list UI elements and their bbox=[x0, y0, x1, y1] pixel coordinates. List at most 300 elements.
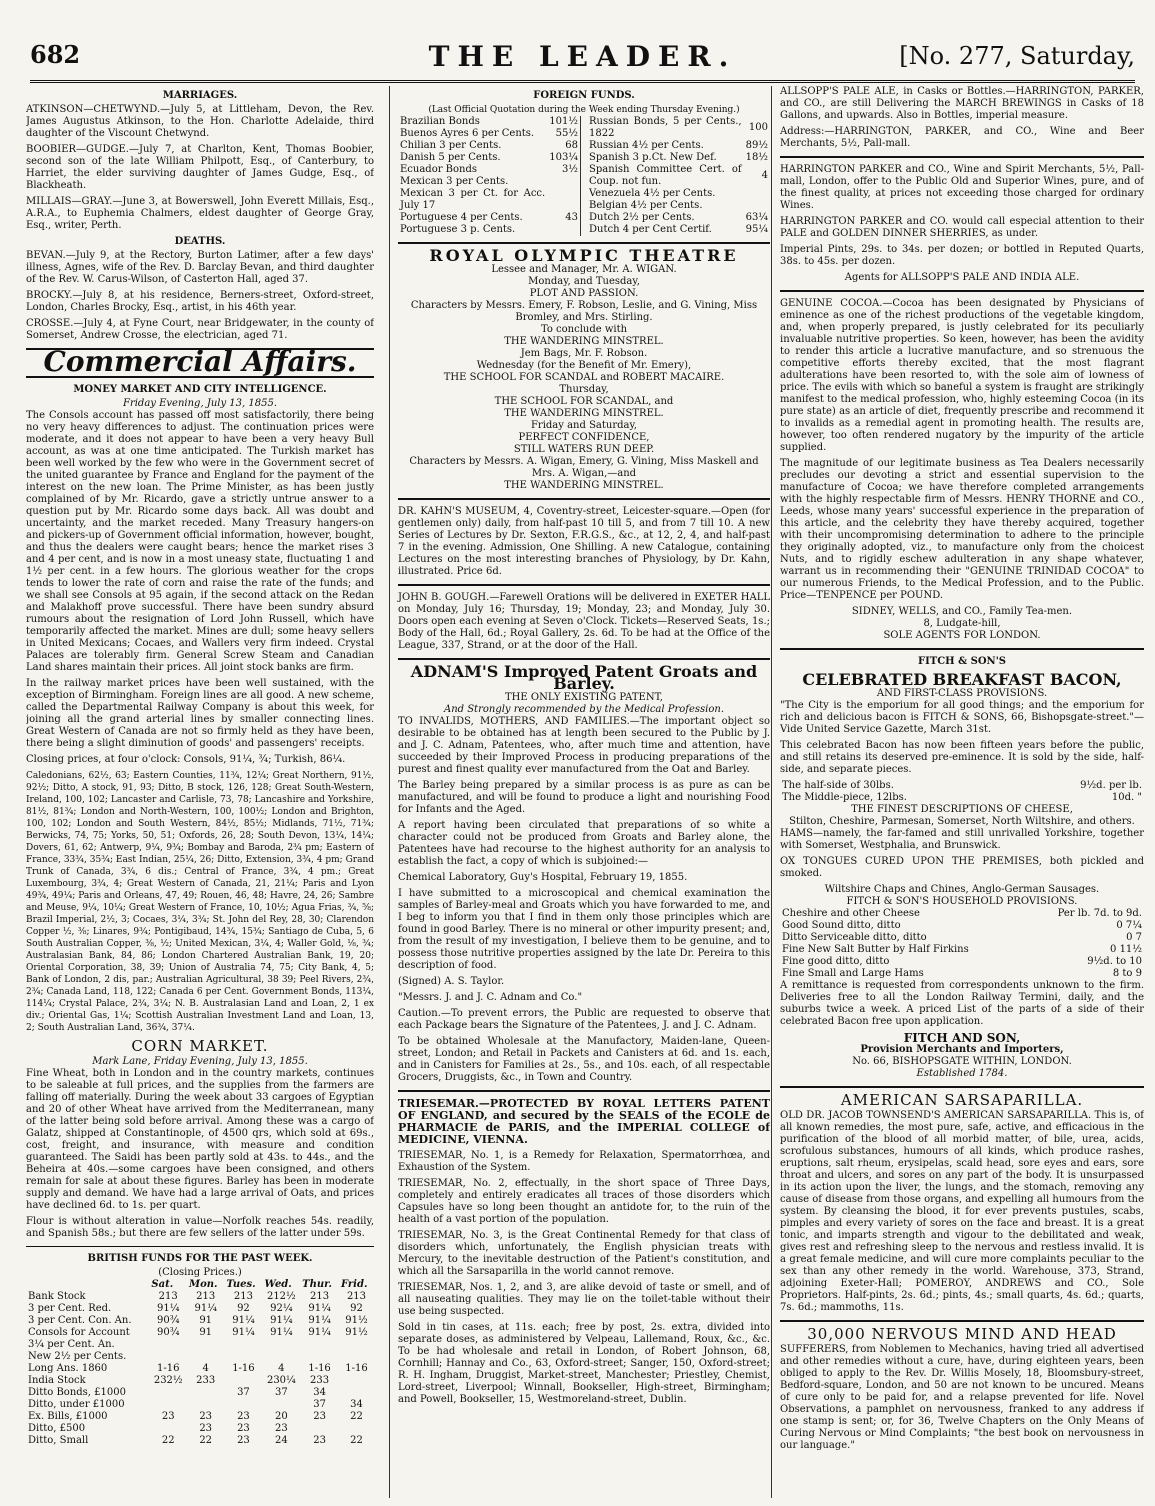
fitch-paragraph: "The City is the emporium for all good things; and the emporium for rich and delicious bacon is FITCH & SONS, 66, Bishopsgate-street."—Vide United Service Gazette, March 31st. bbox=[780, 700, 1144, 735]
funds-label: Ditto, Small bbox=[28, 1435, 89, 1446]
fund-name: Ecuador Bonds bbox=[400, 164, 478, 175]
bacon-row bbox=[780, 780, 1144, 792]
fund-name: Spanish 3 p.Ct. New Def. bbox=[589, 152, 717, 163]
funds-column-header: Mon. bbox=[189, 1279, 218, 1290]
funds-cell bbox=[149, 1339, 187, 1351]
masthead bbox=[30, 40, 1135, 83]
funds-cell bbox=[187, 1387, 224, 1399]
fund-name: Fine good ditto, ditto bbox=[782, 956, 890, 967]
provision-row bbox=[780, 908, 1144, 920]
harrington-prices: Imperial Pints, 29s. to 34s. per dozen; or bottled in Reputed Quarts, 38s. to 45s. per dozen. bbox=[780, 244, 1144, 267]
funds-cell: 233 bbox=[310, 1375, 330, 1386]
foreign-fund-row bbox=[398, 176, 581, 188]
olympic-lessee: Lessee and Manager, Mr. A. WIGAN. bbox=[491, 264, 677, 275]
programme-line: Wednesday (for the Benefit of Mr. Emery), bbox=[476, 360, 692, 371]
funds-cell: 22 bbox=[199, 1435, 213, 1446]
funds-cell: 1-16 bbox=[156, 1363, 180, 1374]
corn-paragraph: Fine Wheat, both in London and in the country markets, continues to be saleable at full prices, and the supplies from the farmers are falling off materially. During the week about 33 cargoes of Egyptian and 20 of other Wheat have arrived from the Mediterranean, many of the latter being sold before arrival. Among these was a cargo of Galatz, shipped at Constantinople, of 4500 qrs, which sold at 69s., cost, freight, and insurance, with measure and condition guaranteed. The Saidi has been partly sold at 43s. to 44s., and the Beheira at 40s.—some cargoes have been consigned, and others remain for sale at about these figures. Barley has been in moderate supply and demand. We have had a large arrival of Oats, and prices have declined 6d. to 1s. per quart. bbox=[26, 1068, 374, 1211]
fund-name: Buenos Ayres 6 per Cents. bbox=[400, 128, 535, 139]
fund-name: Russian 4½ per Cents. bbox=[589, 140, 704, 151]
marriage-notice: ATKINSON—CHETWYND.—July 5, at Littleham, Devon, the Rev. James Augustus Atkinson, to the Hon. Charlotte Adelaide, third daughter of the Viscount Chetwynd. bbox=[26, 104, 374, 139]
money-paragraph: The Consols account has passed off most satisfactorily, there being no very heavy differences to adjust. The continuation prices were moderate, and it does not appear to have been a very heavy Bull account, as was at one time anticipated. The Turkish market has been well worked by the few who were in the Government secret of the united guarantee by France and England for the payment of the interest on the new loan. The Prime Minister, as has been justly complained of by Mr. Ricardo, gave a strictly untrue answer to a question put by Mr. Ricardo some days back. All was doubt and uncertainty, and the market receded. Many Treasury hangers-on and pickers-up of Government official information, however, bought, and thus the dealers were caught bears; hence the market rises 3 and 4 per cent, and is now in a most uneasy state, fluctuating 1 and 1½ per cent. in a few hours. The glorious weather for the crops tends to lower the rate of corn and raise the rate of the funds; and we shall see Consols at 95 again, if the second attack on the Redan and Malakhoff prove successful. There have been sundry absurd rumours about the resignation of Lord John Russell, which have temporarily affected the market. Mines are dull; some heavy sellers in United Mexicans; Cocaes, and Wallers very firm indeed. Crystal Palaces are tolerably firm. General Screw Steam and Canadian Land shares maintain their prices. All joint stock banks are firm. bbox=[26, 410, 374, 673]
funds-label: 3 per Cent. Con. An. bbox=[28, 1315, 132, 1326]
fund-name: Fine Small and Large Hams bbox=[782, 968, 924, 979]
funds-cell: 91¼ bbox=[194, 1303, 217, 1314]
funds-label: Ditto, £500 bbox=[28, 1423, 86, 1434]
fund-price: Per lb. 7d. to 9d. bbox=[1057, 908, 1142, 919]
provisions-price-table bbox=[780, 908, 1144, 980]
foreign-fund-row bbox=[398, 224, 581, 236]
fund-price: 100 bbox=[748, 122, 768, 133]
programme-line: Characters by Messrs. A. Wigan, Emery, G. Vining, Miss Maskell and Mrs. A. Wigan,—and bbox=[409, 456, 759, 479]
funds-row bbox=[26, 1375, 374, 1387]
funds-label: 3¼ per Cent. An. bbox=[28, 1339, 115, 1350]
column-1 bbox=[26, 86, 374, 1498]
foreign-funds-subheading: (Last Official Quotation during the Week ending Thursday Evening.) bbox=[428, 105, 740, 115]
sarsaparilla-ad: OLD DR. JACOB TOWNSEND'S AMERICAN SARSAPARILLA. This is, of all known remedies, the most pure, safe, active, and efficacious in the purification of the blood of all morbid matter, of bile, urea, acids, scrofulous substances, humours of all kinds, which produce rashes, eruptions, salt rheum, erysipelas, scald head, sore eyes and ears, sore throat and ulcers, and sores on any part of the body. It is unsurpassed in its action upon the liver, the lungs, and the stomach, removing any cause of disease from those organs, and expelling all humours from the system. By cleansing the blood, it for ever prevents pustules, scabs, pimples and every variety of sores on the face and breast. It is a great tonic, and imparts strength and vigour to the debilitated and weak, gives rest and refreshing sleep to the nervous and restless invalid. It is a great female medicine, and will cure more complaints peculiar to the sex than any other remedy in the world. Warehouse, 373, Strand, adjoining Exeter-Hall; POMEROY, ANDREWS and CO., Sole Proprietors. Half-pints, 2s. 6d.; pints, 4s.; small quarts, 4s. 6d.; quarts, 7s. 6d.; mammoths, 11s. bbox=[780, 1110, 1144, 1313]
fitch-established: Established 1784. bbox=[916, 1068, 1008, 1079]
adnam-paragraph: I have submitted to a microscopical and chemical examination the samples of Barley-meal and Groats which you have forwarded to me, and I beg to inform you that I find in them only those principles which are found in good Barley. There is no mineral or other impurity present; and, from the result of my investigation, I believe them to be genuine, and to possess those nutritive properties assigned by the late Dr. Pereira to this description of food. bbox=[398, 888, 770, 971]
adnam-paragraph: Caution.—To prevent errors, the Public are requested to observe that each Package bears the Signature of the Patentees, J. and J. C. Adnam. bbox=[398, 1008, 770, 1031]
fitch-wiltshire: Wiltshire Chaps and Chines, Anglo-German Sausages. bbox=[824, 884, 1100, 895]
funds-cell: 213 bbox=[233, 1291, 253, 1302]
olympic-programme bbox=[398, 276, 770, 492]
bacon-price-table bbox=[780, 780, 1144, 804]
foreign-fund-row bbox=[587, 200, 770, 212]
funds-row bbox=[26, 1351, 374, 1363]
funds-row bbox=[26, 1435, 374, 1447]
triesemar-paragraph: TRIESEMAR, No. 3, is the Great Continental Remedy for that class of disorders which, unfortunately, the English physician treats with Mercury, to the inevitable destruction of the Patient's constitution, and which all the Sarsaparilla in the world cannot remove. bbox=[398, 1230, 770, 1277]
cocoa-merchant: SIDNEY, WELLS, and CO., Family Tea-men. bbox=[851, 606, 1073, 617]
fitch-name: FITCH AND SON, bbox=[903, 1031, 1021, 1045]
death-notice: BEVAN.—July 9, at the Rectory, Burton Latimer, after a few days' illness, Agnes, wife of the Rev. D. Barclay Bevan, and third daughter of the Rev. W. Carus-Wilson, of Casterton Hall, aged 37. bbox=[26, 250, 374, 285]
funds-label: Bank Stock bbox=[28, 1291, 86, 1302]
funds-cell bbox=[149, 1423, 187, 1435]
fitch-paragraph: This celebrated Bacon has now been fifteen years before the public, and still retains its deserved pre-eminence. It is sold by the side, half-side, and separate pieces. bbox=[780, 740, 1144, 775]
fund-price: 95¼ bbox=[745, 224, 768, 235]
funds-cell: 23 bbox=[274, 1423, 288, 1434]
allsopp-address: Address:—HARRINGTON, PARKER, and CO., Wine and Beer Merchants, 5½, Pall-mall. bbox=[780, 126, 1144, 149]
fitch-household-heading: FITCH & SON'S HOUSEHOLD PROVISIONS. bbox=[846, 896, 1078, 907]
funds-cell bbox=[149, 1387, 187, 1399]
foreign-fund-row bbox=[587, 188, 770, 200]
triesemar-paragraph: TRIESEMAR, No. 2, effectually, in the short space of Three Days, completely and entirely eradicates all traces of those disorders which Capsules have so long been thought an antidote for, to the ruin of the health of a vast portion of the population. bbox=[398, 1178, 770, 1225]
funds-cell bbox=[187, 1351, 224, 1363]
funds-cell: 233 bbox=[196, 1375, 216, 1386]
funds-cell bbox=[224, 1375, 262, 1387]
fitch-ox-tongues: OX TONGUES CURED UPON THE PREMISES, both pickled and smoked. bbox=[780, 856, 1144, 879]
adnam-paragraph: The Barley being prepared by a similar process is as pure as can be manufactured, and will be found to produce a light and nourishing Food for Infants and the Aged. bbox=[398, 780, 770, 815]
funds-cell: 23 bbox=[199, 1411, 213, 1422]
corn-market-date: Mark Lane, Friday Evening, July 13, 1855. bbox=[92, 1056, 308, 1067]
foreign-fund-row bbox=[587, 116, 770, 140]
fund-name: Dutch 2½ per Cents. bbox=[589, 212, 695, 223]
divider bbox=[780, 1086, 1144, 1088]
divider bbox=[780, 156, 1144, 158]
provision-row bbox=[780, 956, 1144, 968]
funds-label: India Stock bbox=[28, 1375, 86, 1386]
adnam-subtitle: THE ONLY EXISTING PATENT, bbox=[505, 692, 663, 703]
divider bbox=[780, 1320, 1144, 1322]
fitch-remittance: A remittance is requested from correspondents unknown to the firm. Deliveries free to all the London Railway Termini, daily, and the suburbs twice a week. A priced List of the parts of a side of their celebrated Bacon free upon application. bbox=[780, 980, 1144, 1027]
fund-name: Ditto Serviceable ditto, ditto bbox=[782, 932, 927, 943]
foreign-fund-row bbox=[398, 212, 581, 224]
fund-price: 9½d. to 10 bbox=[1087, 956, 1142, 967]
foreign-fund-row bbox=[587, 140, 770, 152]
issue-line: [No. 277, Saturday, bbox=[899, 42, 1135, 70]
funds-label: 3 per Cent. Red. bbox=[28, 1303, 112, 1314]
funds-cell: 37 bbox=[237, 1387, 250, 1398]
foreign-fund-row bbox=[587, 152, 770, 164]
adnam-paragraph: To be obtained Wholesale at the Manufactory, Maiden-lane, Queen-street, London; and Retail in Packets and Canisters at 6d. and 1s. each, and in Canisters for Families at 2s., 5s., and 10s. each, of all respectable Grocers, Druggists, &c., in Town and Country. bbox=[398, 1036, 770, 1083]
harrington-agents: Agents for ALLSOPP'S PALE AND INDIA ALE. bbox=[844, 272, 1080, 283]
column-3 bbox=[771, 86, 1144, 1498]
divider bbox=[398, 584, 770, 586]
foreign-fund-row bbox=[398, 188, 581, 212]
fitch-cheese-heading: THE FINEST DESCRIPTIONS OF CHEESE, bbox=[851, 804, 1073, 815]
fund-name: Cheshire and other Cheese bbox=[782, 908, 920, 919]
fund-name: Venezuela 4½ per Cents. bbox=[589, 188, 716, 199]
divider bbox=[398, 498, 770, 500]
funds-cell bbox=[187, 1399, 224, 1411]
funds-cell bbox=[149, 1399, 187, 1411]
divider bbox=[26, 1246, 374, 1247]
fund-price: 68 bbox=[565, 140, 578, 151]
foreign-fund-row bbox=[398, 152, 581, 164]
provision-row bbox=[780, 932, 1144, 944]
corn-market-heading: CORN MARKET. bbox=[131, 1037, 269, 1055]
adnam-recommendation: And Strongly recommended by the Medical Profession. bbox=[443, 704, 725, 715]
funds-cell bbox=[339, 1387, 374, 1399]
programme-line: Characters by Messrs. Emery, F. Robson, Leslie, and G. Vining, Miss Bromley, and Mrs. Stirling. bbox=[410, 300, 758, 323]
fund-price: 3½ bbox=[561, 164, 578, 175]
adnam-paragraph: Chemical Laboratory, Guy's Hospital, February 19, 1855. bbox=[398, 872, 688, 883]
triesemar-paragraph: TRIESEMAR, Nos. 1, 2, and 3, are alike devoid of taste or smell, and of all nauseating qualities. They may lie on the toilet-table without their use being suspected. bbox=[398, 1282, 770, 1317]
adnam-paragraph: (Signed) A. S. Taylor. bbox=[398, 976, 505, 987]
funds-cell: 92 bbox=[350, 1303, 363, 1314]
foreign-fund-row bbox=[587, 224, 770, 236]
funds-cell: 91 bbox=[199, 1315, 213, 1326]
triesemar-body bbox=[398, 1150, 770, 1406]
funds-cell bbox=[339, 1339, 374, 1351]
funds-cell: 23 bbox=[313, 1411, 326, 1422]
triesemar-title: TRIESEMAR.—PROTECTED BY ROYAL LETTERS PATENT OF ENGLAND, and secured by the SEALS of the ECOLE de PHARMACIE de PARIS, and the IMPERIAL COLLEGE of MEDICINE, VIENNA. bbox=[398, 1097, 770, 1146]
fund-name: The half-side of 30lbs. bbox=[782, 780, 894, 791]
funds-cell: 4 bbox=[278, 1363, 285, 1374]
funds-cell: 92¼ bbox=[270, 1303, 293, 1314]
divider bbox=[398, 242, 770, 244]
funds-cell: 23 bbox=[161, 1411, 175, 1422]
section-title: Commercial Affairs. bbox=[43, 345, 357, 378]
triesemar-paragraph: Sold in tin cases, at 11s. each; free by post, 2s. extra, divided into separate doses, as administered by Velpeau, Lallemand, Roux, &c., &c. To be had wholesale and retail in London, of Robert Johnson, 68, Cornhill; Hannay and Co., 63, Oxford-street; Sanger, 150, Oxford-street; R. H. Ingham, Druggist, Market-street, Manchester; Priestley, Chemist, Lord-street, Liverpool; Winnall, Bookseller, High-street, Birmingham; and Powell, Bookseller, 15, Westmoreland-street, Dublin. bbox=[398, 1322, 770, 1405]
marriage-notice: MILLAIS—GRAY.—June 3, at Bowerswell, John Everett Millais, Esq., A.R.A., to Euphemia Chalmers, eldest daughter of George Gray, Esq., writer, Perth. bbox=[26, 196, 374, 231]
funds-cell: 90¾ bbox=[157, 1315, 180, 1326]
funds-cell: 23 bbox=[237, 1435, 250, 1446]
fund-price: 0 7 bbox=[1126, 932, 1142, 943]
funds-cell: 37 bbox=[313, 1399, 326, 1410]
foreign-funds-left bbox=[398, 116, 581, 236]
fitch-role: Provision Merchants and Importers, bbox=[860, 1044, 1064, 1055]
funds-cell: 37 bbox=[274, 1387, 288, 1398]
fund-name: Danish 5 per Cents. bbox=[400, 152, 501, 163]
funds-cell: 91¼ bbox=[232, 1315, 255, 1326]
programme-line: THE WANDERING MINSTREL. bbox=[504, 480, 664, 491]
funds-cell bbox=[224, 1399, 262, 1411]
fund-name: Chilian 3 per Cents. bbox=[400, 140, 502, 151]
funds-cell: 91¼ bbox=[232, 1327, 255, 1338]
fund-price: 8 to 9 bbox=[1112, 968, 1142, 979]
british-funds-heading: BRITISH FUNDS FOR THE PAST WEEK. bbox=[87, 1253, 313, 1264]
foreign-fund-row bbox=[587, 212, 770, 224]
fitch-title: CELEBRATED BREAKFAST BACON, bbox=[802, 670, 1122, 689]
programme-line: To conclude with bbox=[540, 324, 628, 335]
funds-cell: 91¼ bbox=[270, 1315, 293, 1326]
death-notice: CROSSE.—July 4, at Fyne Court, near Bridgewater, in the county of Somerset, Andrew Crosse, the electrician, aged 71. bbox=[26, 318, 374, 341]
fund-name: The Middle-piece, 12lbs. bbox=[782, 792, 907, 803]
funds-cell bbox=[149, 1351, 187, 1363]
fund-price: 0 7¼ bbox=[1116, 920, 1142, 931]
funds-cell bbox=[339, 1351, 374, 1363]
fund-price bbox=[744, 188, 770, 200]
funds-column-header: Frid. bbox=[340, 1279, 368, 1290]
programme-line: THE SCHOOL FOR SCANDAL, and bbox=[494, 396, 674, 407]
programme-line: Friday and Saturday, bbox=[530, 420, 637, 431]
marriages-heading: MARRIAGES. bbox=[162, 90, 238, 101]
fund-name: Russian Bonds, 5 per Cents., 1822 bbox=[589, 116, 742, 139]
fund-name: Spanish Committee Cert. of Coup. not fun. bbox=[589, 164, 742, 187]
fund-price: 43 bbox=[565, 212, 578, 223]
funds-row bbox=[26, 1339, 374, 1351]
funds-cell: 34 bbox=[350, 1399, 363, 1410]
funds-cell: 23 bbox=[313, 1435, 326, 1446]
nervous-ad: SUFFERERS, from Noblemen to Mechanics, having tried all advertised and other remedies without a cure, have, during eighteen years, been obliged to apply to the Rev. Dr. Willis Mosely, 18, Bloomsbury-street, Bedford-square, London, and 50 are not known to be uncured. Means of cure only to be paid for, and a relapse prevented for life. Novel Observations, a pamphlet on nervousness, franked to any address if one stamp is sent; or, for 36, Twelve Chapters on the Only Means of Curing Nervous or Mind Complaints; "the best book on nervousness in our language." bbox=[780, 1344, 1144, 1451]
funds-label: Ditto, under £1000 bbox=[28, 1399, 125, 1410]
marriage-notice: BOOBIER—GUDGE.—July 7, at Charlton, Kent, Thomas Boobier, second son of the late William Philpott, Esq., of Canterbury, to Harriet, the elder surviving daughter of James Gudge, Esq., of Blackheath. bbox=[26, 144, 374, 191]
funds-column-header: Sat. bbox=[151, 1279, 174, 1290]
funds-column-header: Wed. bbox=[264, 1279, 292, 1290]
olympic-title: ROYAL OLYMPIC THEATRE bbox=[429, 246, 739, 265]
foreign-fund-row bbox=[398, 116, 581, 128]
fund-price bbox=[744, 200, 770, 212]
newspaper-title: THE LEADER. bbox=[428, 40, 737, 73]
funds-cell bbox=[263, 1399, 301, 1411]
deaths-heading: DEATHS. bbox=[174, 236, 226, 247]
foreign-fund-row bbox=[398, 164, 581, 176]
funds-cell: 91¼ bbox=[308, 1303, 331, 1314]
fitch-header: FITCH & SON'S bbox=[918, 656, 1006, 667]
adnam-paragraph: TO INVALIDS, MOTHERS, AND FAMILIES.—The important object so desirable to be obtained has at length been secured to the Public by J. and J. C. Adnam, Patentees, who, after much time and attention, have succeeded by their Improved Process in producing preparations of the purest and finest quality ever manufactured from the Oat and Barley. bbox=[398, 716, 770, 775]
funds-cell: 22 bbox=[350, 1435, 363, 1446]
funds-row bbox=[26, 1411, 374, 1423]
cocoa-ad: GENUINE COCOA.—Cocoa has been designated by Physicians of eminence as one of the richest productions of the vegetable kingdom, and, when properly prepared, is justly celebrated for its peculiarly invaluable nutritive properties. So keen, however, has been the avidity to render this article a lucrative manufacture, and so strenuous the competitive efforts thereby excited, that the most flagrant adulterations have been resorted to, with the sole aim of lowness of price. The evils with which so baneful a system is fraught are strikingly manifest to the medical profession, who, highly esteeming Cocoa (in its pure state) as an article of diet, frequently prescribe and recommend it to invalids as a remedial agent in promoting health. The results are, however, too often rendered nugatory by the impurity of the article supplied. bbox=[780, 298, 1144, 453]
programme-line: Monday, and Tuesday, bbox=[528, 276, 640, 287]
funds-row bbox=[26, 1399, 374, 1411]
funds-cell: 213 bbox=[196, 1291, 216, 1302]
adnam-paragraph: "Messrs. J. and J. C. Adnam and Co." bbox=[398, 992, 583, 1003]
funds-cell bbox=[300, 1339, 339, 1351]
fitch-subtitle: AND FIRST-CLASS PROVISIONS. bbox=[876, 688, 1048, 699]
fund-price: 55½ bbox=[555, 128, 578, 139]
fund-price: 63¼ bbox=[745, 212, 768, 223]
foreign-funds-table bbox=[398, 116, 770, 236]
fund-price: 10d. " bbox=[1111, 792, 1142, 803]
funds-cell: 24 bbox=[274, 1435, 288, 1446]
british-funds-table bbox=[26, 1279, 374, 1447]
funds-row bbox=[26, 1363, 374, 1375]
funds-cell: 92 bbox=[237, 1303, 250, 1314]
cocoa-address: 8, Ludgate-hill, bbox=[923, 618, 1001, 629]
funds-cell: 91½ bbox=[345, 1315, 368, 1326]
funds-cell bbox=[224, 1351, 262, 1363]
funds-column-header bbox=[26, 1279, 149, 1291]
provision-row bbox=[780, 944, 1144, 956]
fund-name: Brazilian Bonds bbox=[400, 116, 480, 127]
provision-row bbox=[780, 968, 1144, 980]
divider bbox=[780, 290, 1144, 292]
gough-ad: JOHN B. GOUGH.—Farewell Orations will be delivered in EXETER HALL on Monday, July 16; Thursday, 19; Monday, 23; and Monday, July 30. Doors open each evening at Seven o'Clock. Tickets—Reserved Seats, 1s.; Body of the Hall, 6d.; Royal Gallery, 2s. 6d. To be had at the Office of the League, 337, Strand, or at the door of the Hall. bbox=[398, 592, 770, 651]
programme-line: STILL WATERS RUN DEEP. bbox=[513, 444, 655, 455]
funds-cell: 90¾ bbox=[157, 1327, 180, 1338]
funds-cell: 213 bbox=[346, 1291, 367, 1302]
foreign-funds-right bbox=[587, 116, 770, 236]
programme-line: Jem Bags, Mr. F. Robson. bbox=[520, 348, 648, 359]
funds-cell: 91 bbox=[199, 1327, 213, 1338]
funds-cell: 34 bbox=[313, 1387, 326, 1398]
funds-row bbox=[26, 1303, 374, 1315]
fund-price: 0 11½ bbox=[1110, 944, 1142, 955]
fitch-hams: HAMS—namely, the far-famed and still unrivalled Yorkshire, together with Somerset, Westphalia, and Brunswick. bbox=[780, 828, 1144, 851]
fund-name: Fine New Salt Butter by Half Firkins bbox=[782, 944, 969, 955]
death-notice: BROCKY.—July 8, at his residence, Berners-street, Oxford-street, London, Charles Brocky, Esq., artist, in his 46th year. bbox=[26, 290, 374, 313]
funds-cell: 4 bbox=[202, 1363, 209, 1374]
funds-cell: 91¼ bbox=[270, 1327, 293, 1338]
programme-line: THE SCHOOL FOR SCANDAL and ROBERT MACAIRE. bbox=[443, 372, 725, 383]
sarsaparilla-title: AMERICAN SARSAPARILLA. bbox=[840, 1091, 1084, 1109]
british-funds-subheading: (Closing Prices.) bbox=[158, 1267, 242, 1278]
funds-cell: 1-16 bbox=[232, 1363, 255, 1374]
funds-cell: 91¼ bbox=[157, 1303, 180, 1314]
foreign-fund-row bbox=[398, 128, 581, 140]
funds-label: Ditto Bonds, £1000 bbox=[28, 1387, 126, 1398]
funds-label: New 2½ per Cents. bbox=[28, 1351, 127, 1362]
funds-row bbox=[26, 1423, 374, 1435]
harrington-sherries: HARRINGTON PARKER and CO. would call especial attention to their PALE and GOLDEN DINNER SHERRIES, as under. bbox=[780, 216, 1144, 239]
fund-price: 101½ bbox=[549, 116, 578, 127]
funds-cell: 23 bbox=[237, 1423, 250, 1434]
fund-name: Dutch 4 per Cent Certif. bbox=[589, 224, 712, 235]
funds-cell bbox=[339, 1375, 374, 1387]
funds-column-header: Tues. bbox=[226, 1279, 256, 1290]
funds-row bbox=[26, 1291, 374, 1303]
triesemar-paragraph: TRIESEMAR, No. 1, is a Remedy for Relaxation, Spermatorrhœa, and Exhaustion of the System. bbox=[398, 1150, 770, 1173]
fund-price: 18½ bbox=[745, 152, 768, 163]
funds-cell bbox=[339, 1423, 374, 1435]
fund-price: 9½d. per lb. bbox=[1080, 780, 1142, 791]
programme-line: Thursday, bbox=[559, 384, 609, 395]
funds-row bbox=[26, 1315, 374, 1327]
divider bbox=[398, 1090, 770, 1092]
adnam-body bbox=[398, 716, 770, 1084]
funds-cell: 213 bbox=[310, 1291, 330, 1302]
kahn-museum-ad: DR. KAHN'S MUSEUM, 4, Coventry-street, Leicester-square.—Open (for gentlemen only) daily, from half-past 10 till 5, and from 7 till 10. A new Series of Lectures by Dr. Sexton, F.R.G.S., &c., at 12, 2, 4, and half-past 7 in the evening. Admission, One Shilling. A new Catalogue, containing Lectures on the most interesting branches of Physiology, by Dr. Kahn, illustrated. Price 6d. bbox=[398, 506, 770, 577]
programme-line: THE WANDERING MINSTREL. bbox=[504, 408, 664, 419]
cocoa-agents: SOLE AGENTS FOR LONDON. bbox=[883, 630, 1041, 641]
fund-name: Mexican 3 per Cents. bbox=[400, 176, 509, 187]
fund-price: 103¼ bbox=[549, 152, 578, 163]
foreign-fund-row bbox=[587, 164, 770, 188]
harrington-ad: HARRINGTON PARKER and CO., Wine and Spirit Merchants, 5½, Pall-mall, London, offer to the Public Old and Superior Wines, pure, and of the finest quality, at prices not exceeding those charged for ordinary Wines. bbox=[780, 164, 1144, 211]
funds-row bbox=[26, 1327, 374, 1339]
funds-cell: 22 bbox=[161, 1435, 175, 1446]
foreign-funds-heading: FOREIGN FUNDS. bbox=[533, 90, 635, 101]
page-number: 682 bbox=[30, 40, 81, 69]
bacon-row bbox=[780, 792, 1144, 804]
adnam-paragraph: A report having been circulated that preparations of so white a character could not be produced from Groats and Barley alone, the Patentees have had recourse to the highest authority for an analysis to establish the fact, a copy of which is subjoined:— bbox=[398, 820, 770, 867]
programme-line: PERFECT CONFIDENCE, bbox=[518, 432, 650, 443]
foreign-fund-row bbox=[398, 140, 581, 152]
funds-cell: 22 bbox=[350, 1411, 363, 1422]
fund-price: 89½ bbox=[745, 140, 768, 151]
funds-row bbox=[26, 1387, 374, 1399]
funds-cell bbox=[300, 1423, 339, 1435]
fund-price bbox=[547, 176, 580, 188]
fund-name: Portuguese 3 p. Cents. bbox=[400, 224, 516, 235]
fund-price bbox=[547, 188, 580, 212]
funds-label: Long Ans. 1860 bbox=[28, 1363, 108, 1374]
adnam-title: ADNAM'S Improved Patent Groats and Barley. bbox=[410, 662, 758, 693]
funds-cell bbox=[224, 1339, 262, 1351]
funds-column-header: Thur. bbox=[302, 1279, 332, 1290]
fitch-cheese: Stilton, Cheshire, Parmesan, Somerset, North Wiltshire, and others. bbox=[789, 816, 1135, 827]
funds-cell bbox=[263, 1339, 301, 1351]
allsopp-ad: ALLSOPP'S PALE ALE, in Casks or Bottles.—HARRINGTON, PARKER, and CO., are still Delivering the MARCH BREWINGS in Casks of 18 Gallons, and upwards. Also in Bottles, imperial measure. bbox=[780, 86, 1144, 121]
funds-label: Ex. Bills, £1000 bbox=[28, 1411, 108, 1422]
money-paragraph: Closing prices, at four o'clock: Consols, 91¼, ¾; Turkish, 86¼. bbox=[26, 754, 346, 765]
corn-paragraph: Flour is without alteration in value—Norfolk reaches 54s. readily, and Spanish 58s.; but there are few sellers of the latter under 59s. bbox=[26, 1216, 374, 1239]
funds-cell: 1-16 bbox=[345, 1363, 368, 1374]
money-market-date: Friday Evening, July 13, 1855. bbox=[123, 398, 277, 409]
funds-cell bbox=[187, 1339, 224, 1351]
cocoa-ad-2: The magnitude of our legitimate business as Tea Dealers necessarily precludes our devoting a strict and essential supervision to the manufacture of Cocoa; we have therefore completed arrangements with the highly respectable firm of Messrs. HENRY THORNE and CO., Leeds, whose many years' successful experience in the preparation of this article, and the celebrity they have thereby acquired, together with their uncompromising determination to adhere to the principle they originally adopted, viz., to manufacture only from the choicest Nuts, and to rigidly eschew adulteration in any shape whatever, warrant us in recommending their "GENUINE TRINIDAD COCOA" to our numerous Friends, to the Medical Profession, and to the Public. Price—TENPENCE per POUND. bbox=[780, 458, 1144, 601]
money-paragraph: Caledonians, 62½, 63; Eastern Counties, 11¾, 12¼; Great Northern, 91½, 92½; Ditto, A stock, 91, 93; Ditto, B stock, 126, 128; Great South-Western, Ireland, 100, 102; Lancaster and Carlisle, 73, 78; Lancashire and Yorkshire, 81½, 81¾; London and North-Western, 100, 100½; London and Brighton, 100, 102; London and South Western, 84½, 85½; Midlands, 71½, 71¾; Berwicks, 74, 75; Yorks, 50, 51; Oxfords, 26, 28; South Devon, 13¼, 14¼; Dovers, 61, 62; Antwerp, 9¼, 9¾; Bombay and Baroda, 2¾ pm; Eastern of France, 33¾, 35¾; East Indian, 25¼, 26; Ditto, Extension, 3¾, 4 pm; Grand Trunk of Canada, 3¾, 6 dis.; Central of France, 3¾, 4 pm.; Great Luxembourg, 3¾, 4; Great Western of Canada, 21, 21¼; Paris and Lyon 49¾, 49¼; Paris and Orleans, 47, 49; Rouen, 46, 48; Havre, 24, 26; Sambre and Meuse, 9¼, 10¼; Great Western of France, 10, 10½; Agua Frias, ¾, ⅝; Brazil Imperial, 2½, 3; Cocaes, 3¼, 3¾; St. John del Rey, 28, 30; Clarendon Copper ½, ⅜; Linares, 9¾; Pontigibaud, 14¾, 15¾; Santiago de Cuba, 5, 6 South Australian Copper, ⅜, ½; United Mexican, 3¼, 4; Waller Gold, ⅛, ¾; Australasian Bank, 84, 86; London Chartered Australian Bank, 19, 20; Oriental Corporation, 38, 39; Union of Australia 74, 75; City Bank, 4, 5; Bank of London, 2 dis, par.; Australian Agricultural, 38 39; Peel Rivers, 2¾, 2¾; Canada Land, 118, 122; Canada 6 per Cent. Government Bonds, 113¼, 114¼; Crystal Palace, 2¾, 3¼; N. B. Australasian Land and Loan, 2, 1 ex div.; Oriental Gas, 1¼; Scottish Australian Investment Land and Loan, 13, 2; South Australian Land, 36¾, 37¼. bbox=[26, 771, 374, 1033]
money-market-heading: MONEY MARKET AND CITY INTELLIGENCE. bbox=[73, 384, 327, 395]
nervous-title: 30,000 NERVOUS MIND AND HEAD bbox=[807, 1325, 1117, 1343]
funds-cell: 91½ bbox=[345, 1327, 368, 1338]
fund-name: Good Sound ditto, ditto bbox=[782, 920, 901, 931]
fund-price bbox=[547, 224, 580, 236]
funds-label: Consols for Account bbox=[28, 1327, 130, 1338]
fund-price: 4 bbox=[761, 170, 768, 181]
column-2 bbox=[389, 86, 770, 1498]
fund-name: Mexican 3 per Ct. for Acc. July 17 bbox=[400, 188, 546, 211]
funds-cell: 23 bbox=[199, 1423, 213, 1434]
funds-cell: 230¼ bbox=[266, 1375, 296, 1386]
funds-cell bbox=[300, 1351, 339, 1363]
funds-cell: 212½ bbox=[266, 1291, 296, 1302]
divider bbox=[398, 658, 770, 660]
funds-cell: 20 bbox=[274, 1411, 288, 1422]
funds-cell: 1-16 bbox=[308, 1363, 331, 1374]
fund-name: Belgian 4½ per Cents. bbox=[589, 200, 703, 211]
programme-line: THE WANDERING MINSTREL. bbox=[504, 336, 664, 347]
provision-row bbox=[780, 920, 1144, 932]
money-paragraph: In the railway market prices have been well sustained, with the exception of Birmingham. Foreign lines are all good. A new scheme, called the Departmental Railway Company is about this week, for joining all the grand arterial lines by smaller connecting lines. Great Western of Canada are not so firmly held as they have been, there being a slight diminution of goods' and passengers' receipts. bbox=[26, 678, 374, 749]
funds-cell: 23 bbox=[237, 1411, 250, 1422]
divider bbox=[780, 648, 1144, 650]
fitch-address: No. 66, BISHOPSGATE WITHIN, LONDON. bbox=[852, 1056, 1072, 1067]
funds-cell: 213 bbox=[158, 1291, 178, 1302]
funds-cell: 91¼ bbox=[308, 1327, 331, 1338]
